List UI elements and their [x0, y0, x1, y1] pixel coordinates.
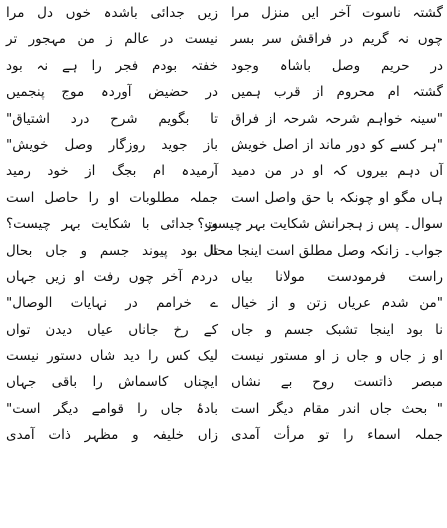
verse-line: خفتہ بودم فجر را ہے نہ بود — [6, 57, 218, 74]
verse-line: ے خرامم در نہایات الوصال" — [6, 295, 218, 312]
verse-line: تا بگویم شرح درد اشتیاق" — [6, 110, 218, 127]
verse-line: چوں نہ گریم در فراقش سر بسر — [231, 31, 443, 48]
left-verse-column — [6, 0, 218, 449]
verse-line: در حضیض آوردہ موج پنجمیں — [6, 84, 218, 101]
verse-line: آرمیدہ ام بجگ از خود رمید — [6, 163, 218, 180]
verse-line: تا بود پیوند جسم و جاں بحال — [6, 242, 218, 259]
verse-line: لیک کس را دید شاں دستور نیست — [6, 348, 218, 365]
verse-line: "سینہ خواہم شرحہ شرحہ از فراق — [231, 110, 443, 127]
verse-line: نا بود اینجا تشبک جسم و جاں — [231, 321, 443, 338]
verse-line: او ز جاں و جاں ز او مستور نیست — [231, 348, 443, 365]
verse-line: راست فرمودست مولانا بیاں — [231, 268, 443, 285]
verse-line: باز جوید روزگار وصل خویش" — [6, 136, 218, 153]
verse-line: جواب۔ زانکہ وصل مطلق است اینجا محال — [203, 242, 443, 259]
verse-line: " بحث جاں اندر مقام دیگر است — [231, 400, 443, 417]
verse-line: آں دہم بیروں کہ او در من دمید — [231, 163, 443, 180]
verse-line: ایچناں کاسماش را باقی جہاں — [6, 374, 218, 391]
right-verse-column — [197, 0, 443, 449]
verse-line: سوال۔ پس ز ہجرانش شکایت بہر چیست؟ — [197, 216, 443, 233]
verse-line: زیں جدائی باشدہ خوں دل مرا — [6, 5, 218, 21]
verse-line: ہاں مگو او چونکہ با حق واصل است — [231, 189, 443, 206]
verse-line: زاں خلیفہ و مظہر ذات آمدی — [6, 427, 218, 444]
verse-line: دردم آخر چوں رفت او زیں جہاں — [6, 268, 218, 285]
verse-line: "ہر کسے کو دور ماند از اصل خویش — [231, 136, 443, 153]
verse-line: "من شدم عریاں زتن و از خیال — [231, 295, 443, 312]
verse-line: جملہ مطلوبات او را حاصل است — [6, 189, 218, 206]
verse-line: گشتہ ام محروم از قرب ہمیں — [231, 84, 443, 101]
verse-line: وز جدائی با شکایت بہر چیست؟ — [6, 216, 218, 233]
verse-line: گشتہ ناسوت آخر ایں منزل مرا — [231, 5, 443, 21]
verse-line: در حریم وصل باشاہ وجود — [231, 57, 443, 74]
verse-line: جملہ اسماء را تو مرأت آمدی — [231, 427, 443, 444]
verse-line: کے رخ جاناں عیاں دیدن تواں — [6, 321, 218, 338]
verse-line: بادۂ جاں را قوامے دیگر است" — [6, 400, 218, 417]
verse-line: نیست در عالم ز من مہجور تر — [6, 31, 218, 48]
verse-line: مبصر ذاتست روح بے نشاں — [231, 374, 443, 391]
